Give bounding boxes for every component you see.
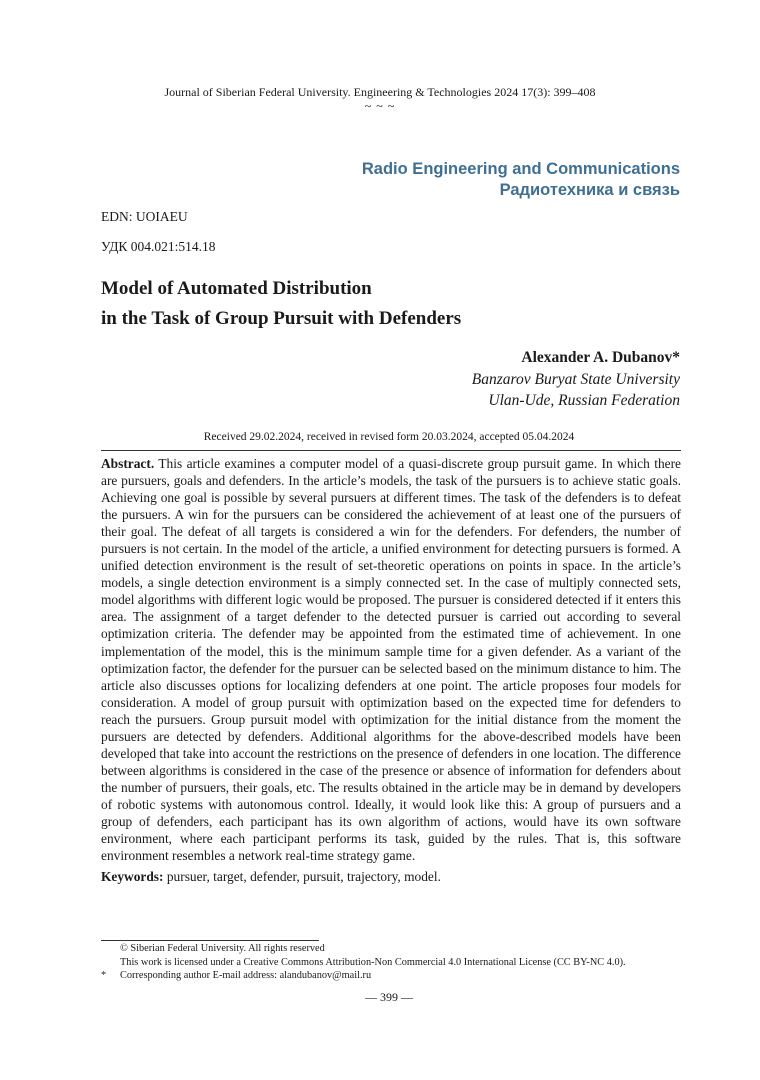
- footnote-divider: [101, 940, 319, 941]
- edn-identifier: EDN: UOIAEU: [101, 209, 188, 224]
- page-number: — 399 —: [365, 990, 413, 1004]
- abstract: [101, 455, 681, 864]
- article-title: [101, 276, 661, 336]
- article-title-line-2: in the Task of Group Pursuit with Defenders: [101, 308, 462, 329]
- journal-header: Journal of Siberian Federal University. Engineering & Technologies 2024 17(3): 399–408: [164, 85, 596, 99]
- keywords-text: pursuer, target, defender, pursuit, trajectory, model.: [166, 869, 441, 884]
- section-title-en: Radio Engineering and Communications: [361, 160, 680, 178]
- submission-dates: Received 29.02.2024, received in revised form 20.03.2024, accepted 05.04.2024: [203, 431, 575, 443]
- abstract-text: This article examines a computer model of a quasi-discrete group pursuit game. In which there are pursuers, goals and defenders. In the article’s models, the task of the pursuers is to achieve static goals. Achieving one goal is possible by several pursuers at different times. The task of the defenders is to defeat the pursuers. A win for the pursuers can be considered the achievement of at least one of the pursuers of their goal. The defeat of all targets is considered a win for the defenders. For defenders, the number of pursuers is not certain. In the model of the article, a unified environment for detecting pursuers is formed. A unified detection environment is the result of set-theoretic operations on points in space. In the article’s models, a single detection environment is a simply connected set. In the case of multiply connected sets, model algorithms with different logic would be proposed. The pursuer is considered detected if it enters this area. The assignment of a target defender to the detected pursuer is carried out according to several optimization criteria. The defender may be appointed from the estimated time of achievement. In one implementation of the model, this is the minimum sample time for a given defender. As a variant of the optimization factor, the defender for the pursuer can be selected based on the minimum distance to him. The article also discusses options for localizing defenders at one point. The article proposes four models for consideration. A model of group pursuit with optimization based on the expected time for defenders to reach the pursuers. Group pursuit model with optimization for the initial distance from the moment the pursuers are detected by defenders. Additional algorithms for the above-described models have been developed that take into account the restrictions on the presence of defenders in one location. The difference between algorithms is considered in the case of the presence or absence of information for defenders about the number of pursuers, their goals, etc. The results obtained in the article may be in demand by developers of robotic systems with autonomous control. Ideally, it would look like this: A group of pursuers and a group of defenders, each participant has its own algorithm of actions, would have its own software environment, where each participant performs its task, guided by the rules. That is, this software environment resembles a network real-time strategy game.: [101, 456, 681, 864]
- footnote-copyright: © Siberian Federal University. All rights reserved: [120, 943, 325, 954]
- footnotes: [101, 942, 691, 983]
- article-title-line-1: Model of Automated Distribution: [101, 278, 372, 299]
- author-location: Ulan-Ude, Russian Federation: [488, 392, 680, 409]
- footnote-license: This work is licensed under a Creative Commons Attribution-Non Commercial 4.0 International License (CC BY-NC 4.0).: [120, 956, 626, 968]
- abstract-divider: [101, 450, 681, 451]
- header-separator: ~ ~ ~: [364, 99, 396, 113]
- keywords-label: Keywords:: [101, 869, 164, 884]
- udk-identifier: УДК 004.021:514.18: [101, 239, 216, 254]
- author-name: Alexander A. Dubanov*: [521, 349, 680, 366]
- author-affiliation: Banzarov Buryat State University: [471, 371, 680, 388]
- footnote-corresponding-author: Corresponding author E-mail address: alandubanov@mail.ru: [120, 970, 372, 981]
- footnote-asterisk: *: [101, 970, 107, 981]
- section-title-ru: Радиотехника и связь: [499, 181, 680, 199]
- abstract-label: Abstract.: [101, 456, 155, 471]
- keywords: [101, 868, 681, 885]
